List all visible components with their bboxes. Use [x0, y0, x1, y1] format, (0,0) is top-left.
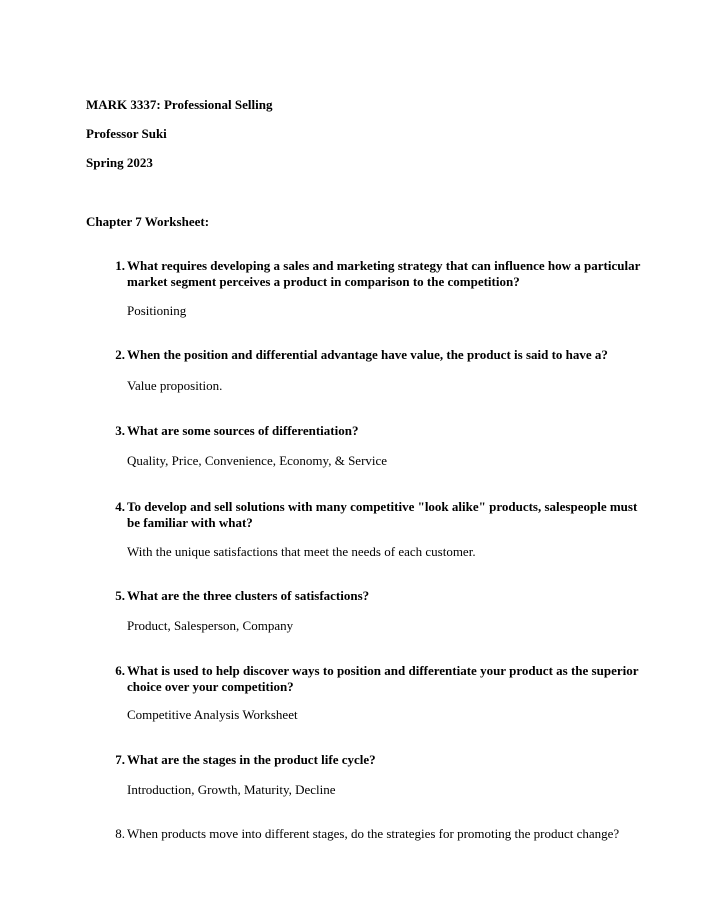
question-text: What are the three clusters of satisfactions? [127, 588, 370, 603]
question-number: 3. [115, 423, 125, 438]
worksheet-title: Chapter 7 Worksheet: [86, 214, 210, 229]
professor-name: Professor Suki [86, 126, 167, 141]
answer-text: Product, Salesperson, Company [127, 618, 294, 633]
term: Spring 2023 [86, 155, 153, 170]
question-text: When products move into different stages, do the strategies for promoting the product change? [127, 826, 620, 841]
question-number: 4. [115, 499, 125, 514]
question-number: 1. [115, 258, 125, 273]
question-number: 7. [115, 752, 125, 767]
answer-text: Value proposition. [127, 378, 223, 393]
course-title: MARK 3337: Professional Selling [86, 97, 273, 112]
answer-text: Quality, Price, Convenience, Economy, & Service [127, 453, 388, 468]
answer-text: Competitive Analysis Worksheet [127, 707, 298, 722]
answer-text: Positioning [127, 303, 187, 318]
question-text: What requires developing a sales and marketing strategy that can influence how a particular market segment perceives a product in comparison to the competition? [127, 258, 641, 289]
answer-text: Introduction, Growth, Maturity, Decline [127, 782, 336, 797]
question-text: When the position and differential advantage have value, the product is said to have a? [127, 347, 608, 362]
question-number: 6. [115, 663, 125, 678]
question-text: What are some sources of differentiation? [127, 423, 359, 438]
question-text: To develop and sell solutions with many competitive "look alike" products, salespeople must be familiar with what? [127, 499, 638, 530]
question-number: 2. [115, 347, 125, 362]
answer-text: With the unique satisfactions that meet the needs of each customer. [127, 544, 476, 559]
question-number: 8. [115, 826, 125, 841]
question-text: What is used to help discover ways to position and differentiate your product as the superior choice over your competition? [127, 663, 639, 694]
question-text: What are the stages in the product life cycle? [127, 752, 376, 767]
question-number: 5. [115, 588, 125, 603]
